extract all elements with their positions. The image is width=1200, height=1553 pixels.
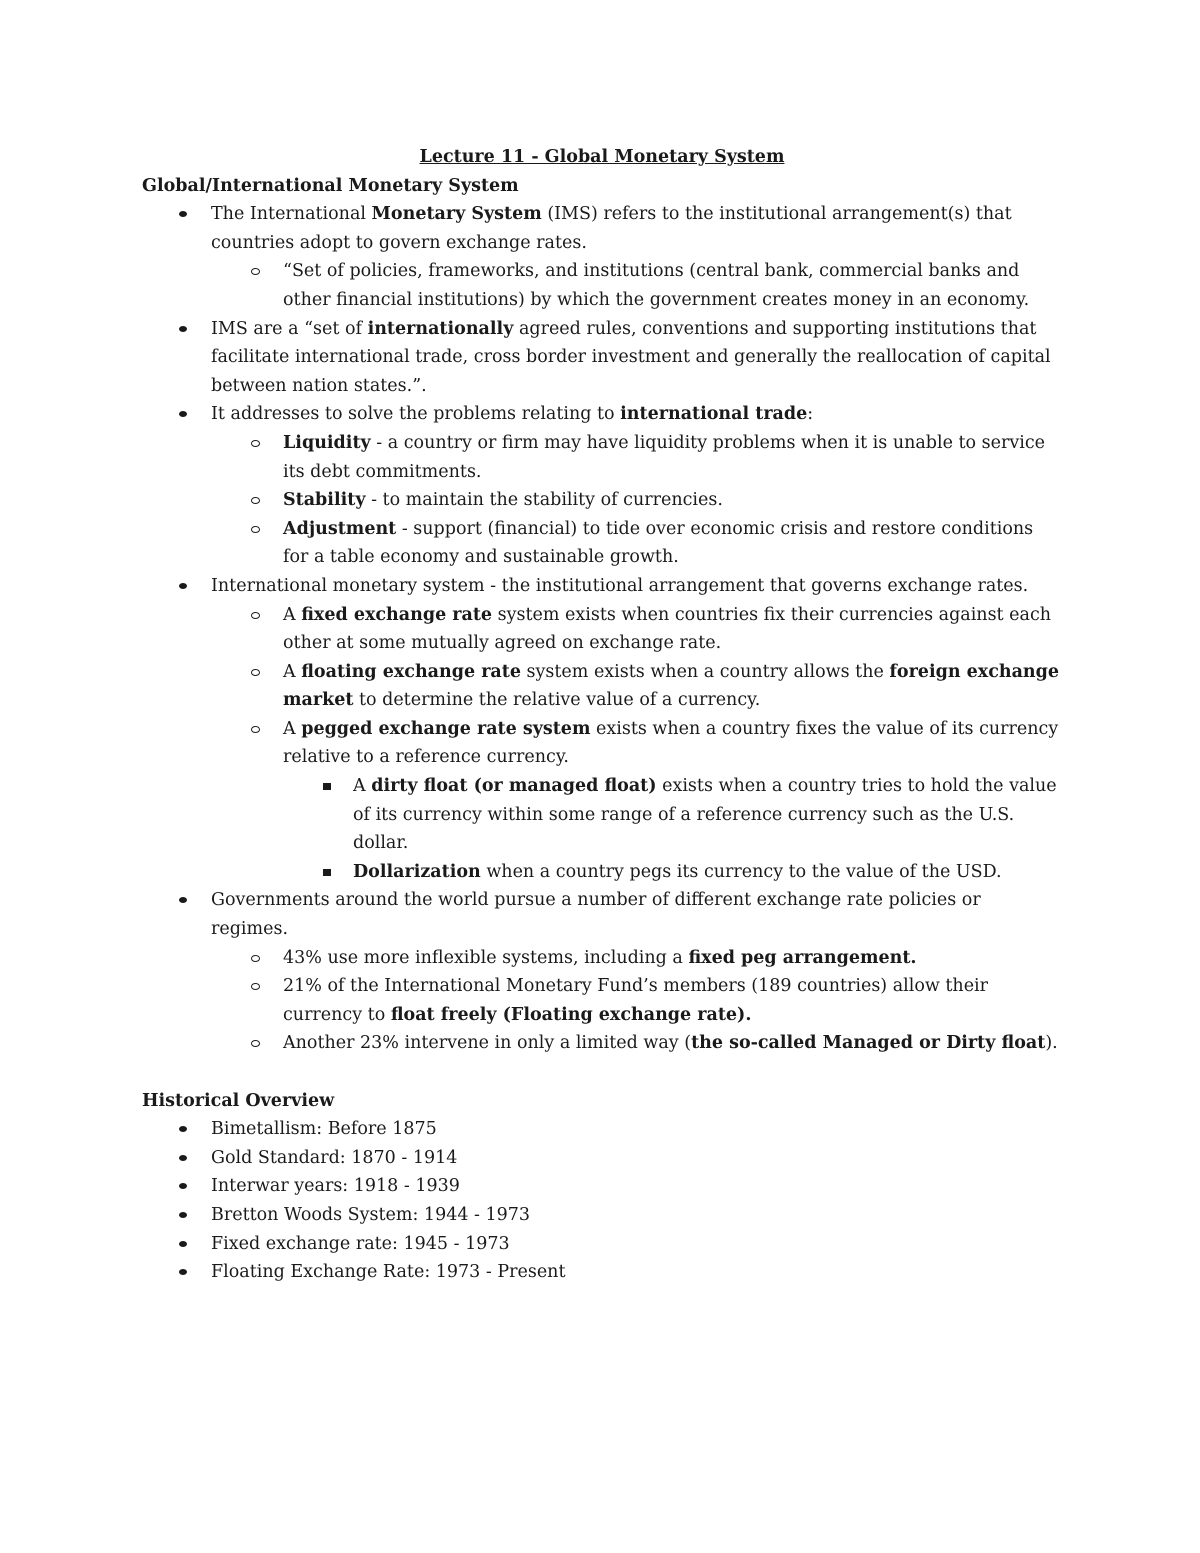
- list-item: A floating exchange rate system exists when a country allows the foreign exchange market to determine the relative value of a currency.: [211, 658, 1062, 715]
- list-item: Floating Exchange Rate: 1973 - Present: [142, 1258, 1062, 1287]
- list-item: It addresses to solve the problems relating to international trade: Liquidity - a country or firm may have liquidity problems when it is unable to service its debt commitments. Stability - to maintain the stability of currencies. Adjustment - support (financial) to tide over economic crisis and restore conditions for a table economy and sustainable growth.: [142, 400, 1062, 572]
- sub-list: [211, 257, 1062, 314]
- document-content: [142, 143, 1062, 1287]
- list-item: IMS are a “set of internationally agreed rules, conventions and supporting institutions that facilitate international trade, cross border investment and generally the reallocation of capital between nation states.”.: [142, 315, 1062, 401]
- list-item: A dirty float (or managed float) exists when a country tries to hold the value of its currency within some range of a reference currency such as the U.S. dollar.: [283, 772, 1062, 858]
- bullet-disc-icon: [179, 1241, 187, 1247]
- bullet-disc-icon: [179, 326, 187, 332]
- bullet-disc-icon: [179, 211, 187, 217]
- sub-sub-list: [283, 772, 1062, 886]
- bullet-circle-icon: [251, 497, 260, 504]
- list-item: Stability - to maintain the stability of currencies.: [211, 486, 1062, 515]
- list-item: Fixed exchange rate: 1945 - 1973: [142, 1230, 1062, 1259]
- sub-list: [211, 429, 1062, 572]
- bullet-circle-icon: [251, 955, 260, 962]
- list-item: Governments around the world pursue a number of different exchange rate policies or regimes. 43% use more inflexible systems, including a fixed peg arrangement. 21% of the International Monetary Fund’s members (189 countries) allow their currency to float freely (Floating exchange rate). Another 23% intervene in only a limited way (the so-called Managed or Dirty float).: [142, 886, 1062, 1058]
- section-heading-ims: Global/International Monetary System: [142, 175, 519, 196]
- list-item: “Set of policies, frameworks, and institutions (central bank, commercial banks and other financial institutions) by which the government creates money in an economy.: [211, 257, 1062, 314]
- list-item: Adjustment - support (financial) to tide over economic crisis and restore conditions for a table economy and sustainable growth.: [211, 515, 1062, 572]
- bullet-disc-icon: [179, 1269, 187, 1275]
- list-item: Gold Standard: 1870 - 1914: [142, 1144, 1062, 1173]
- section-spacer: [142, 1058, 1062, 1087]
- list-item: A fixed exchange rate system exists when countries fix their currencies against each other at some mutually agreed on exchange rate.: [211, 601, 1062, 658]
- bullet-disc-icon: [179, 897, 187, 903]
- bullet-disc-icon: [179, 1126, 187, 1132]
- bullet-square-icon: [323, 783, 331, 790]
- bullet-disc-icon: [179, 1183, 187, 1189]
- bullet-circle-icon: [251, 983, 260, 990]
- document-title: Lecture 11 - Global Monetary System: [419, 147, 785, 167]
- bullet-disc-icon: [179, 583, 187, 589]
- historical-overview-list: [142, 1115, 1062, 1287]
- bullet-circle-icon: [251, 268, 260, 275]
- list-item: 21% of the International Monetary Fund’s members (189 countries) allow their currency to float freely (Floating exchange rate).: [211, 972, 1062, 1029]
- bullet-disc-icon: [179, 1212, 187, 1218]
- bullet-disc-icon: [179, 1155, 187, 1161]
- sub-list: [211, 944, 1062, 1058]
- section-heading-historical-overview: Historical Overview: [142, 1090, 335, 1111]
- list-item: Another 23% intervene in only a limited way (the so-called Managed or Dirty float).: [211, 1029, 1062, 1058]
- bullet-circle-icon: [251, 726, 260, 733]
- bullet-circle-icon: [251, 526, 260, 533]
- bullet-circle-icon: [251, 612, 260, 619]
- list-item: Liquidity - a country or firm may have liquidity problems when it is unable to service its debt commitments.: [211, 429, 1062, 486]
- ims-bullet-list: [142, 200, 1062, 1058]
- list-item: A pegged exchange rate system exists when a country fixes the value of its currency relative to a reference currency. A dirty float (or managed float) exists when a country tries to hold the value of its currency within some range of a reference currency such as the U.S. dollar. Dollarization when a country pegs its currency to the value of the USD.: [211, 715, 1062, 887]
- bullet-square-icon: [323, 869, 331, 876]
- list-item: Bretton Woods System: 1944 - 1973: [142, 1201, 1062, 1230]
- bullet-disc-icon: [179, 411, 187, 417]
- list-item: International monetary system - the institutional arrangement that governs exchange rates. A fixed exchange rate system exists when countries fix their currencies against each other at some mutually agreed on exchange rate. A floating exchange rate system exists when a country allows the foreign exchange market to determine the relative value of a currency. A pegged exchange rate system exists when a country fixes the value of its currency relative to a reference currency. A dirty float (or managed float) exists when a country tries to hold the value of its currency within some range of a reference currency such as the U.S. dollar. Dollarization when a country pegs its currency to the value of the USD.: [142, 572, 1062, 887]
- bullet-circle-icon: [251, 440, 260, 447]
- list-item: 43% use more inflexible systems, including a fixed peg arrangement.: [211, 944, 1062, 973]
- bullet-circle-icon: [251, 669, 260, 676]
- sub-list: [211, 601, 1062, 887]
- bullet-circle-icon: [251, 1040, 260, 1047]
- list-item: Interwar years: 1918 - 1939: [142, 1172, 1062, 1201]
- list-item: Dollarization when a country pegs its currency to the value of the USD.: [283, 858, 1062, 887]
- list-item: The International Monetary System (IMS) refers to the institutional arrangement(s) that countries adopt to govern exchange rates. “Set of policies, frameworks, and institutions (central bank, commercial banks and other financial institutions) by which the government creates money in an economy.: [142, 200, 1062, 314]
- list-item: Bimetallism: Before 1875: [142, 1115, 1062, 1144]
